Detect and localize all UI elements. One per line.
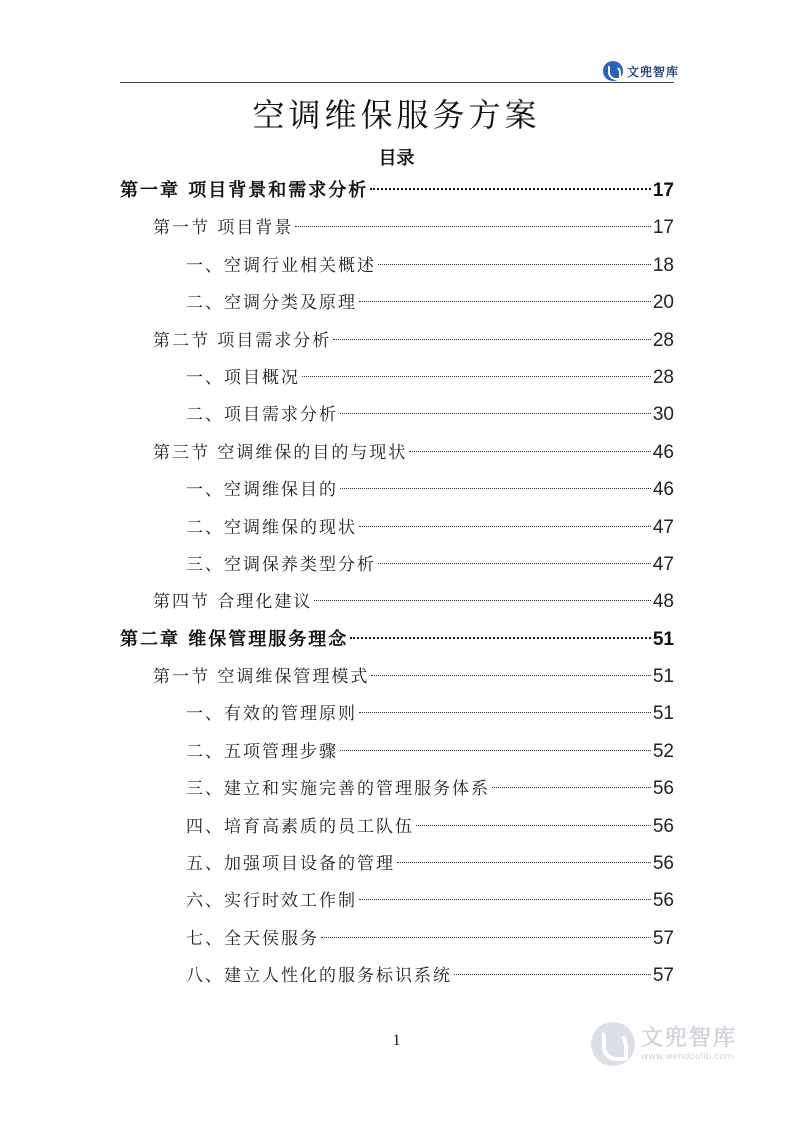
toc-entry-page: 51 — [652, 703, 674, 725]
toc-dot-leader — [350, 636, 651, 639]
toc-entry-page: 51 — [652, 666, 674, 688]
toc-dot-leader — [359, 711, 651, 713]
toc-dot-leader — [371, 674, 650, 676]
toc-dot-leader — [409, 450, 650, 452]
toc-entry-label: 二、项目需求分析 — [186, 405, 338, 426]
toc-entry-label: 第二章 维保管理服务理念 — [120, 628, 349, 650]
toc-dot-leader — [359, 300, 651, 302]
toc-entry[interactable] — [120, 583, 674, 620]
toc-entry[interactable] — [120, 658, 674, 695]
toc-entry[interactable] — [120, 733, 674, 770]
toc-entry[interactable] — [120, 471, 674, 508]
toc-entry-page: 52 — [652, 740, 674, 762]
toc-entry-label: 第二节 项目需求分析 — [153, 330, 332, 351]
toc-entry[interactable] — [120, 546, 674, 583]
toc-entry-label: 六、实行时效工作制 — [186, 891, 357, 912]
toc-dot-leader — [302, 375, 651, 377]
toc-dot-leader — [378, 562, 651, 564]
toc-entry-page: 17 — [652, 180, 674, 201]
toc-entry-page: 47 — [652, 516, 674, 538]
header-divider — [120, 82, 674, 83]
toc-entry-label: 一、空调维保目的 — [186, 480, 338, 501]
toc-entry[interactable] — [120, 284, 674, 321]
toc-entry[interactable] — [120, 247, 674, 284]
toc-entry[interactable] — [120, 396, 674, 433]
toc-dot-leader — [378, 263, 651, 265]
toc-entry[interactable] — [120, 434, 674, 471]
toc-entry-label: 四、培育高素质的员工队伍 — [186, 816, 414, 837]
toc-entry-page: 56 — [652, 890, 674, 912]
toc-entry[interactable] — [120, 882, 674, 919]
toc-dot-leader — [359, 525, 651, 527]
toc-dot-leader — [314, 599, 650, 601]
toc-entry-label: 二、空调分类及原理 — [186, 293, 357, 314]
toc-dot-leader — [321, 936, 651, 938]
watermark-brand: 文兜智库 — [641, 1025, 738, 1051]
toc-entry-label: 七、全天侯服务 — [186, 928, 319, 949]
toc-dot-leader — [370, 187, 651, 190]
toc-entry-page: 57 — [652, 927, 674, 949]
page-number: 1 — [392, 1032, 401, 1049]
toc-entry-page: 46 — [652, 441, 674, 463]
toc-entry-page: 17 — [652, 217, 674, 239]
toc-entry-page: 30 — [652, 404, 674, 426]
toc-entry[interactable] — [120, 957, 674, 994]
toc-entry[interactable] — [120, 808, 674, 845]
toc-entry-page: 56 — [652, 778, 674, 800]
toc-entry[interactable] — [120, 770, 674, 807]
watermark — [591, 1022, 737, 1066]
toc-entry-page: 20 — [652, 292, 674, 314]
toc-entry-label: 第三节 空调维保的目的与现状 — [153, 442, 408, 463]
toc-dot-leader — [295, 225, 650, 227]
toc-entry-page: 18 — [652, 254, 674, 276]
toc-dot-leader — [340, 749, 651, 751]
toc-entry-page: 48 — [652, 591, 674, 613]
toc-entry[interactable] — [120, 621, 674, 658]
toc-dot-leader — [492, 786, 651, 788]
toc-entry-page: 57 — [652, 965, 674, 987]
toc-entry[interactable] — [120, 695, 674, 732]
toc-dot-leader — [416, 824, 651, 826]
toc-entry-page: 47 — [652, 553, 674, 575]
toc-entry-label: 一、项目概况 — [186, 367, 300, 388]
toc-dot-leader — [397, 861, 651, 863]
toc-dot-leader — [333, 338, 650, 340]
toc-entry-page: 46 — [652, 479, 674, 501]
toc-entry-page: 56 — [652, 815, 674, 837]
table-of-contents — [120, 172, 674, 995]
toc-entry-label: 三、空调保养类型分析 — [186, 554, 376, 575]
header-logo — [603, 60, 679, 82]
toc-entry-label: 五、加强项目设备的管理 — [186, 854, 395, 875]
toc-entry-label: 第一节 空调维保管理模式 — [153, 667, 370, 688]
toc-entry[interactable] — [120, 359, 674, 396]
toc-entry-label: 八、建立人性化的服务标识系统 — [186, 966, 452, 987]
toc-entry-label: 一、有效的管理原则 — [186, 704, 357, 725]
toc-entry[interactable] — [120, 322, 674, 359]
document-title: 空调维保服务方案 — [252, 96, 541, 134]
toc-entry-label: 二、五项管理步骤 — [186, 741, 338, 762]
watermark-logo-icon — [591, 1022, 635, 1066]
header-brand: 文兜智库 — [627, 64, 680, 79]
watermark-url: www.wendoulib.com — [641, 1051, 734, 1062]
toc-entry-label: 一、空调行业相关概述 — [186, 255, 376, 276]
toc-entry[interactable] — [120, 920, 674, 957]
toc-dot-leader — [359, 898, 651, 900]
toc-entry-page: 28 — [652, 329, 674, 351]
toc-dot-leader — [340, 487, 651, 489]
toc-entry-label: 第四节 合理化建议 — [153, 592, 313, 613]
toc-heading: 目录 — [378, 148, 415, 169]
toc-entry-label: 二、空调维保的现状 — [186, 517, 357, 538]
toc-entry[interactable] — [120, 172, 674, 209]
toc-entry-page: 28 — [652, 366, 674, 388]
toc-entry-label: 第一节 项目背景 — [153, 218, 294, 239]
toc-entry-label: 三、建立和实施完善的管理服务体系 — [186, 779, 490, 800]
toc-entry-label: 第一章 项目背景和需求分析 — [120, 180, 369, 201]
toc-entry[interactable] — [120, 845, 674, 882]
toc-entry-page: 56 — [652, 853, 674, 875]
toc-dot-leader — [454, 973, 651, 975]
toc-entry[interactable] — [120, 209, 674, 246]
toc-entry-page: 51 — [652, 628, 674, 650]
logo-icon — [603, 61, 623, 81]
toc-dot-leader — [340, 412, 651, 414]
toc-entry[interactable] — [120, 509, 674, 546]
